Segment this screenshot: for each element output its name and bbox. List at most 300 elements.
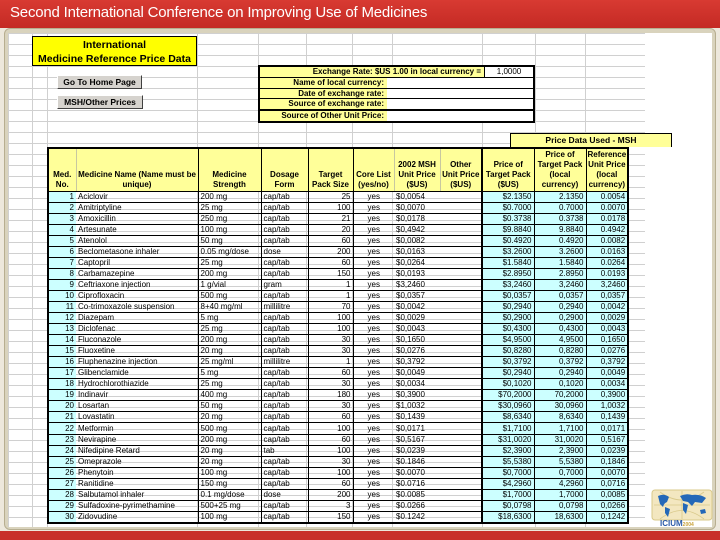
msh-price-cell[interactable]: $0,0163 xyxy=(394,246,440,257)
msh-price-cell[interactable]: $0,0043 xyxy=(394,324,440,335)
dosage-form-cell[interactable]: cap/tab xyxy=(261,257,308,268)
pack-size-cell[interactable]: 100 xyxy=(308,467,353,478)
core-list-cell[interactable]: yes xyxy=(353,335,394,346)
strength-cell[interactable]: 100 mg xyxy=(198,511,261,523)
pack-price-local-cell[interactable]: 0.7000 xyxy=(534,202,586,213)
pack-price-usd-cell[interactable]: $0,2940 xyxy=(482,368,534,379)
dosage-form-cell[interactable]: cap/tab xyxy=(261,478,308,489)
other-price-cell[interactable] xyxy=(440,412,482,423)
pack-size-cell[interactable]: 1 xyxy=(308,279,353,290)
msh-price-cell[interactable]: $0,0034 xyxy=(394,379,440,390)
other-price-source-input[interactable] xyxy=(387,111,533,121)
pack-size-cell[interactable]: 200 xyxy=(308,246,353,257)
dosage-form-cell[interactable]: millilitre xyxy=(261,357,308,368)
pack-price-usd-cell[interactable]: $0,2940 xyxy=(482,301,534,312)
pack-price-usd-cell[interactable]: $0,0798 xyxy=(482,500,534,511)
reference-price-cell[interactable]: 0,0357 xyxy=(586,290,628,301)
msh-price-cell[interactable]: $0.0085 xyxy=(394,489,440,500)
other-price-cell[interactable] xyxy=(440,324,482,335)
strength-cell[interactable]: 50 mg xyxy=(198,235,261,246)
pack-price-usd-cell[interactable]: $1,7100 xyxy=(482,423,534,434)
med-no-cell[interactable]: 17 xyxy=(48,368,76,379)
strength-cell[interactable]: 100 mg xyxy=(198,467,261,478)
med-no-cell[interactable]: 27 xyxy=(48,478,76,489)
medicine-name-cell[interactable]: Ceftriaxone injection xyxy=(76,279,198,290)
strength-cell[interactable]: 200 mg xyxy=(198,335,261,346)
other-price-cell[interactable] xyxy=(440,434,482,445)
dosage-form-cell[interactable]: gram xyxy=(261,279,308,290)
reference-price-cell[interactable]: 0,0171 xyxy=(586,423,628,434)
strength-cell[interactable]: 250 mg xyxy=(198,213,261,224)
dosage-form-cell[interactable]: cap/tab xyxy=(261,213,308,224)
msh-price-cell[interactable]: $0,0264 xyxy=(394,257,440,268)
msh-price-cell[interactable]: $0.1846 xyxy=(394,456,440,467)
reference-price-cell[interactable]: 0,0716 xyxy=(586,478,628,489)
medicine-name-cell[interactable]: Fluoxetine xyxy=(76,346,198,357)
medicine-name-cell[interactable]: Co-trimoxazole suspension xyxy=(76,301,198,312)
dosage-form-cell[interactable]: cap/tab xyxy=(261,511,308,523)
pack-price-usd-cell[interactable]: $0,0357 xyxy=(482,290,534,301)
dosage-form-cell[interactable]: cap/tab xyxy=(261,401,308,412)
reference-price-cell[interactable]: 0,1846 xyxy=(586,456,628,467)
reference-price-cell[interactable]: 0,0266 xyxy=(586,500,628,511)
pack-size-cell[interactable]: 100 xyxy=(308,202,353,213)
pack-size-cell[interactable]: 30 xyxy=(308,379,353,390)
other-price-cell[interactable] xyxy=(440,279,482,290)
pack-price-usd-cell[interactable]: $0,3792 xyxy=(482,357,534,368)
strength-cell[interactable]: 200 mg xyxy=(198,434,261,445)
core-list-cell[interactable]: yes xyxy=(353,467,394,478)
other-price-cell[interactable] xyxy=(440,213,482,224)
pack-size-cell[interactable]: 180 xyxy=(308,390,353,401)
strength-cell[interactable]: 25 mg xyxy=(198,379,261,390)
other-price-cell[interactable] xyxy=(440,478,482,489)
medicine-name-cell[interactable]: Atenolol xyxy=(76,235,198,246)
reference-price-cell[interactable]: 0.0163 xyxy=(586,246,628,257)
pack-price-local-cell[interactable]: 0.4920 xyxy=(534,235,586,246)
dosage-form-cell[interactable]: cap/tab xyxy=(261,290,308,301)
medicine-name-cell[interactable]: Hydrochlorothiazide xyxy=(76,379,198,390)
med-no-cell[interactable]: 20 xyxy=(48,401,76,412)
pack-price-local-cell[interactable]: 2.8950 xyxy=(534,268,586,279)
pack-price-local-cell[interactable]: 18,6300 xyxy=(534,511,586,523)
med-no-cell[interactable]: 15 xyxy=(48,346,76,357)
strength-cell[interactable]: 100 mg xyxy=(198,224,261,235)
msh-price-cell[interactable]: $0.1242 xyxy=(394,511,440,523)
msh-price-cell[interactable]: $1,0032 xyxy=(394,401,440,412)
medicine-name-cell[interactable]: Omeprazole xyxy=(76,456,198,467)
pack-price-local-cell[interactable]: 0,2940 xyxy=(534,301,586,312)
reference-price-cell[interactable]: 0.0178 xyxy=(586,213,628,224)
strength-cell[interactable]: 200 mg xyxy=(198,191,261,202)
reference-price-cell[interactable]: 0,1650 xyxy=(586,335,628,346)
other-price-cell[interactable] xyxy=(440,301,482,312)
med-no-cell[interactable]: 21 xyxy=(48,412,76,423)
med-no-cell[interactable]: 13 xyxy=(48,324,76,335)
other-price-cell[interactable] xyxy=(440,379,482,390)
msh-other-prices-button[interactable]: MSH/Other Prices xyxy=(57,95,143,109)
core-list-cell[interactable]: yes xyxy=(353,357,394,368)
msh-price-cell[interactable]: $0,0049 xyxy=(394,368,440,379)
pack-price-local-cell[interactable]: 0,7000 xyxy=(534,467,586,478)
medicine-name-cell[interactable]: Phenytoin xyxy=(76,467,198,478)
dosage-form-cell[interactable]: millilitre xyxy=(261,301,308,312)
core-list-cell[interactable]: yes xyxy=(353,390,394,401)
med-no-cell[interactable]: 12 xyxy=(48,313,76,324)
dosage-form-cell[interactable]: cap/tab xyxy=(261,423,308,434)
pack-size-cell[interactable]: 100 xyxy=(308,423,353,434)
core-list-cell[interactable]: yes xyxy=(353,313,394,324)
pack-price-local-cell[interactable]: 0,2940 xyxy=(534,368,586,379)
go-to-home-page-button[interactable]: Go To Home Page xyxy=(57,75,142,89)
pack-size-cell[interactable]: 60 xyxy=(308,434,353,445)
core-list-cell[interactable]: yes xyxy=(353,401,394,412)
reference-price-cell[interactable]: 0,0276 xyxy=(586,346,628,357)
strength-cell[interactable]: 400 mg xyxy=(198,390,261,401)
med-no-cell[interactable]: 29 xyxy=(48,500,76,511)
core-list-cell[interactable]: yes xyxy=(353,434,394,445)
strength-cell[interactable]: 20 mg xyxy=(198,346,261,357)
dosage-form-cell[interactable]: cap/tab xyxy=(261,191,308,202)
pack-price-usd-cell[interactable]: $0,4300 xyxy=(482,324,534,335)
dosage-form-cell[interactable]: cap/tab xyxy=(261,268,308,279)
msh-price-cell[interactable]: $0,0070 xyxy=(394,202,440,213)
pack-price-local-cell[interactable]: 31,0020 xyxy=(534,434,586,445)
medicine-name-cell[interactable]: Glibenclamide xyxy=(76,368,198,379)
reference-price-cell[interactable]: 0,1242 xyxy=(586,511,628,523)
pack-price-local-cell[interactable]: 0,0357 xyxy=(534,290,586,301)
strength-cell[interactable]: 20 mg xyxy=(198,445,261,456)
strength-cell[interactable]: 50 mg xyxy=(198,401,261,412)
other-price-cell[interactable] xyxy=(440,511,482,523)
pack-price-local-cell[interactable]: 1,7000 xyxy=(534,489,586,500)
medicine-name-cell[interactable]: Sulfadoxine-pyrimethamine xyxy=(76,500,198,511)
med-no-cell[interactable]: 30 xyxy=(48,511,76,523)
msh-price-cell[interactable]: $0,0357 xyxy=(394,290,440,301)
medicine-name-cell[interactable]: Fluphenazine injection xyxy=(76,357,198,368)
reference-price-cell[interactable]: 1,0032 xyxy=(586,401,628,412)
strength-cell[interactable]: 200 mg xyxy=(198,268,261,279)
msh-price-cell[interactable]: $0.0070 xyxy=(394,467,440,478)
med-no-cell[interactable]: 14 xyxy=(48,335,76,346)
core-list-cell[interactable]: yes xyxy=(353,279,394,290)
exchange-rate-input[interactable]: 1,0000 xyxy=(496,67,522,76)
med-no-cell[interactable]: 26 xyxy=(48,467,76,478)
dosage-form-cell[interactable]: cap/tab xyxy=(261,467,308,478)
medicine-name-cell[interactable]: Nevirapine xyxy=(76,434,198,445)
pack-price-local-cell[interactable]: 0,1020 xyxy=(534,379,586,390)
medicine-name-cell[interactable]: Zidovudine xyxy=(76,511,198,523)
reference-price-cell[interactable]: 0,3900 xyxy=(586,390,628,401)
core-list-cell[interactable]: yes xyxy=(353,268,394,279)
core-list-cell[interactable]: yes xyxy=(353,379,394,390)
strength-cell[interactable]: 1 g/vial xyxy=(198,279,261,290)
pack-size-cell[interactable]: 20 xyxy=(308,224,353,235)
med-no-cell[interactable]: 8 xyxy=(48,268,76,279)
pack-price-local-cell[interactable]: 4,9500 xyxy=(534,335,586,346)
med-no-cell[interactable]: 5 xyxy=(48,235,76,246)
exchange-date-input[interactable] xyxy=(387,89,533,99)
reference-price-cell[interactable]: 0.0082 xyxy=(586,235,628,246)
dosage-form-cell[interactable]: cap/tab xyxy=(261,324,308,335)
core-list-cell[interactable]: yes xyxy=(353,213,394,224)
pack-price-usd-cell[interactable]: $0,8280 xyxy=(482,346,534,357)
pack-price-usd-cell[interactable]: $70,2000 xyxy=(482,390,534,401)
other-price-cell[interactable] xyxy=(440,357,482,368)
strength-cell[interactable]: 25 mg/ml xyxy=(198,357,261,368)
other-price-cell[interactable] xyxy=(440,467,482,478)
reference-price-cell[interactable]: 3,2460 xyxy=(586,279,628,290)
other-price-cell[interactable] xyxy=(440,368,482,379)
pack-size-cell[interactable]: 30 xyxy=(308,346,353,357)
core-list-cell[interactable]: yes xyxy=(353,235,394,246)
pack-size-cell[interactable]: 30 xyxy=(308,401,353,412)
pack-size-cell[interactable]: 30 xyxy=(308,456,353,467)
reference-price-cell[interactable]: 0,0029 xyxy=(586,313,628,324)
other-price-cell[interactable] xyxy=(440,246,482,257)
pack-size-cell[interactable]: 150 xyxy=(308,268,353,279)
reference-price-cell[interactable]: 0.4942 xyxy=(586,224,628,235)
exchange-source-input[interactable] xyxy=(387,99,533,109)
medicine-name-cell[interactable]: Aciclovir xyxy=(76,191,198,202)
dosage-form-cell[interactable]: cap/tab xyxy=(261,346,308,357)
msh-price-cell[interactable]: $0,0054 xyxy=(394,191,440,202)
pack-price-local-cell[interactable]: 0,4300 xyxy=(534,324,586,335)
strength-cell[interactable]: 150 mg xyxy=(198,478,261,489)
medicine-name-cell[interactable]: Lovastatin xyxy=(76,412,198,423)
pack-price-usd-cell[interactable]: $0,7000 xyxy=(482,467,534,478)
reference-price-cell[interactable]: 0,0034 xyxy=(586,379,628,390)
medicine-name-cell[interactable]: Amoxicillin xyxy=(76,213,198,224)
pack-size-cell[interactable]: 30 xyxy=(308,335,353,346)
core-list-cell[interactable]: yes xyxy=(353,489,394,500)
medicine-name-cell[interactable]: Amitriptyline xyxy=(76,202,198,213)
pack-size-cell[interactable]: 150 xyxy=(308,511,353,523)
pack-size-cell[interactable]: 25 xyxy=(308,191,353,202)
core-list-cell[interactable]: yes xyxy=(353,224,394,235)
reference-price-cell[interactable]: 0,0085 xyxy=(586,489,628,500)
strength-cell[interactable]: 25 mg xyxy=(198,202,261,213)
pack-size-cell[interactable]: 21 xyxy=(308,213,353,224)
med-no-cell[interactable]: 4 xyxy=(48,224,76,235)
strength-cell[interactable]: 500+25 mg xyxy=(198,500,261,511)
pack-price-local-cell[interactable]: 0,3792 xyxy=(534,357,586,368)
med-no-cell[interactable]: 6 xyxy=(48,246,76,257)
reference-price-cell[interactable]: 0,0042 xyxy=(586,301,628,312)
medicine-name-cell[interactable]: Losartan xyxy=(76,401,198,412)
pack-price-usd-cell[interactable]: $4,2960 xyxy=(482,478,534,489)
core-list-cell[interactable]: yes xyxy=(353,246,394,257)
pack-size-cell[interactable]: 100 xyxy=(308,445,353,456)
reference-price-cell[interactable]: 0,0049 xyxy=(586,368,628,379)
pack-price-local-cell[interactable]: 4,2960 xyxy=(534,478,586,489)
med-no-cell[interactable]: 10 xyxy=(48,290,76,301)
dosage-form-cell[interactable]: cap/tab xyxy=(261,313,308,324)
pack-size-cell[interactable]: 60 xyxy=(308,368,353,379)
med-no-cell[interactable]: 22 xyxy=(48,423,76,434)
pack-size-cell[interactable]: 100 xyxy=(308,313,353,324)
pack-price-usd-cell[interactable]: $0.7000 xyxy=(482,202,534,213)
pack-price-local-cell[interactable]: 70,2000 xyxy=(534,390,586,401)
msh-price-cell[interactable]: $3,2460 xyxy=(394,279,440,290)
dosage-form-cell[interactable]: cap/tab xyxy=(261,434,308,445)
core-list-cell[interactable]: yes xyxy=(353,412,394,423)
msh-price-cell[interactable]: $0,3792 xyxy=(394,357,440,368)
msh-price-cell[interactable]: $0,3900 xyxy=(394,390,440,401)
msh-price-cell[interactable]: $0,0178 xyxy=(394,213,440,224)
other-price-cell[interactable] xyxy=(440,235,482,246)
strength-cell[interactable]: 500 mg xyxy=(198,290,261,301)
msh-price-cell[interactable]: $0,0042 xyxy=(394,301,440,312)
strength-cell[interactable]: 20 mg xyxy=(198,456,261,467)
medicine-name-cell[interactable]: Diazepam xyxy=(76,313,198,324)
pack-price-usd-cell[interactable]: $9.8840 xyxy=(482,224,534,235)
dosage-form-cell[interactable]: cap/tab xyxy=(261,368,308,379)
reference-price-cell[interactable]: 0,1439 xyxy=(586,412,628,423)
pack-size-cell[interactable]: 3 xyxy=(308,500,353,511)
reference-price-cell[interactable]: 0.0054 xyxy=(586,191,628,202)
dosage-form-cell[interactable]: cap/tab xyxy=(261,379,308,390)
pack-price-usd-cell[interactable]: $0.4920 xyxy=(482,235,534,246)
med-no-cell[interactable]: 23 xyxy=(48,434,76,445)
medicine-name-cell[interactable]: Metformin xyxy=(76,423,198,434)
med-no-cell[interactable]: 9 xyxy=(48,279,76,290)
dosage-form-cell[interactable]: cap/tab xyxy=(261,335,308,346)
core-list-cell[interactable]: yes xyxy=(353,500,394,511)
currency-input[interactable] xyxy=(387,78,533,88)
med-no-cell[interactable]: 16 xyxy=(48,357,76,368)
core-list-cell[interactable]: yes xyxy=(353,191,394,202)
strength-cell[interactable]: 8+40 mg/ml xyxy=(198,301,261,312)
strength-cell[interactable]: 5 mg xyxy=(198,313,261,324)
pack-price-local-cell[interactable]: 2.1350 xyxy=(534,191,586,202)
dosage-form-cell[interactable]: tab xyxy=(261,445,308,456)
pack-price-usd-cell[interactable]: $30,0960 xyxy=(482,401,534,412)
pack-price-usd-cell[interactable]: $0,2900 xyxy=(482,313,534,324)
dosage-form-cell[interactable]: dose xyxy=(261,246,308,257)
core-list-cell[interactable]: yes xyxy=(353,423,394,434)
strength-cell[interactable]: 25 mg xyxy=(198,324,261,335)
pack-price-local-cell[interactable]: 0,2900 xyxy=(534,313,586,324)
pack-size-cell[interactable]: 60 xyxy=(308,478,353,489)
other-price-cell[interactable] xyxy=(440,268,482,279)
core-list-cell[interactable]: yes xyxy=(353,445,394,456)
pack-size-cell[interactable]: 1 xyxy=(308,290,353,301)
medicine-name-cell[interactable]: Indinavir xyxy=(76,390,198,401)
dosage-form-cell[interactable]: cap/tab xyxy=(261,456,308,467)
med-no-cell[interactable]: 2 xyxy=(48,202,76,213)
pack-price-local-cell[interactable]: 1,7100 xyxy=(534,423,586,434)
msh-price-cell[interactable]: $0,0239 xyxy=(394,445,440,456)
pack-price-local-cell[interactable]: 0,0798 xyxy=(534,500,586,511)
medicine-name-cell[interactable]: Beclometasone inhaler xyxy=(76,246,198,257)
pack-price-local-cell[interactable]: 3.2600 xyxy=(534,246,586,257)
pack-size-cell[interactable]: 60 xyxy=(308,235,353,246)
pack-price-usd-cell[interactable]: $2.8950 xyxy=(482,268,534,279)
msh-price-cell[interactable]: $0,1650 xyxy=(394,335,440,346)
pack-price-usd-cell[interactable]: $0,1020 xyxy=(482,379,534,390)
dosage-form-cell[interactable]: cap/tab xyxy=(261,235,308,246)
strength-cell[interactable]: 500 mg xyxy=(198,423,261,434)
core-list-cell[interactable]: yes xyxy=(353,202,394,213)
reference-price-cell[interactable]: 0,5167 xyxy=(586,434,628,445)
pack-price-usd-cell[interactable]: $4,9500 xyxy=(482,335,534,346)
med-no-cell[interactable]: 3 xyxy=(48,213,76,224)
pack-price-usd-cell[interactable]: $18,6300 xyxy=(482,511,534,523)
med-no-cell[interactable]: 7 xyxy=(48,257,76,268)
other-price-cell[interactable] xyxy=(440,445,482,456)
pack-size-cell[interactable]: 60 xyxy=(308,257,353,268)
reference-price-cell[interactable]: 0.0070 xyxy=(586,202,628,213)
other-price-cell[interactable] xyxy=(440,290,482,301)
pack-size-cell[interactable]: 70 xyxy=(308,301,353,312)
other-price-cell[interactable] xyxy=(440,423,482,434)
reference-price-cell[interactable]: 0.0264 xyxy=(586,257,628,268)
other-price-cell[interactable] xyxy=(440,456,482,467)
core-list-cell[interactable]: yes xyxy=(353,456,394,467)
core-list-cell[interactable]: yes xyxy=(353,290,394,301)
strength-cell[interactable]: 20 mg xyxy=(198,412,261,423)
msh-price-cell[interactable]: $0,0029 xyxy=(394,313,440,324)
medicine-name-cell[interactable]: Artesunate xyxy=(76,224,198,235)
other-price-cell[interactable] xyxy=(440,401,482,412)
medicine-name-cell[interactable]: Captopril xyxy=(76,257,198,268)
strength-cell[interactable]: 0.05 mg/dose xyxy=(198,246,261,257)
dosage-form-cell[interactable]: cap/tab xyxy=(261,390,308,401)
dosage-form-cell[interactable]: cap/tab xyxy=(261,412,308,423)
core-list-cell[interactable]: yes xyxy=(353,301,394,312)
medicine-name-cell[interactable]: Nifedipine Retard xyxy=(76,445,198,456)
pack-price-usd-cell[interactable]: $8,6340 xyxy=(482,412,534,423)
pack-price-local-cell[interactable]: 2,3900 xyxy=(534,445,586,456)
strength-cell[interactable]: 0.1 mg/dose xyxy=(198,489,261,500)
pack-price-usd-cell[interactable]: $1.5840 xyxy=(482,257,534,268)
strength-cell[interactable]: 25 mg xyxy=(198,257,261,268)
other-price-cell[interactable] xyxy=(440,191,482,202)
core-list-cell[interactable]: yes xyxy=(353,368,394,379)
pack-price-local-cell[interactable]: 5,5380 xyxy=(534,456,586,467)
reference-price-cell[interactable]: 0,3792 xyxy=(586,357,628,368)
msh-price-cell[interactable]: $0,0276 xyxy=(394,346,440,357)
med-no-cell[interactable]: 18 xyxy=(48,379,76,390)
dosage-form-cell[interactable]: cap/tab xyxy=(261,500,308,511)
pack-price-local-cell[interactable]: 9.8840 xyxy=(534,224,586,235)
msh-price-cell[interactable]: $0,5167 xyxy=(394,434,440,445)
other-price-cell[interactable] xyxy=(440,335,482,346)
other-price-cell[interactable] xyxy=(440,202,482,213)
pack-price-usd-cell[interactable]: $3.2600 xyxy=(482,246,534,257)
med-no-cell[interactable]: 19 xyxy=(48,390,76,401)
medicine-name-cell[interactable]: Fluconazole xyxy=(76,335,198,346)
med-no-cell[interactable]: 24 xyxy=(48,445,76,456)
medicine-name-cell[interactable]: Salbutamol inhaler xyxy=(76,489,198,500)
other-price-cell[interactable] xyxy=(440,224,482,235)
pack-price-usd-cell[interactable]: $31,0020 xyxy=(482,434,534,445)
medicine-name-cell[interactable]: Carbamazepine xyxy=(76,268,198,279)
msh-price-cell[interactable]: $0,4942 xyxy=(394,224,440,235)
pack-size-cell[interactable]: 1 xyxy=(308,357,353,368)
medicine-name-cell[interactable]: Ciprofloxacin xyxy=(76,290,198,301)
pack-price-usd-cell[interactable]: $2,3900 xyxy=(482,445,534,456)
pack-price-local-cell[interactable]: 1.5840 xyxy=(534,257,586,268)
med-no-cell[interactable]: 25 xyxy=(48,456,76,467)
other-price-cell[interactable] xyxy=(440,257,482,268)
core-list-cell[interactable]: yes xyxy=(353,324,394,335)
pack-size-cell[interactable]: 60 xyxy=(308,412,353,423)
pack-price-usd-cell[interactable]: $3,2460 xyxy=(482,279,534,290)
other-price-cell[interactable] xyxy=(440,346,482,357)
msh-price-cell[interactable]: $0.0716 xyxy=(394,478,440,489)
